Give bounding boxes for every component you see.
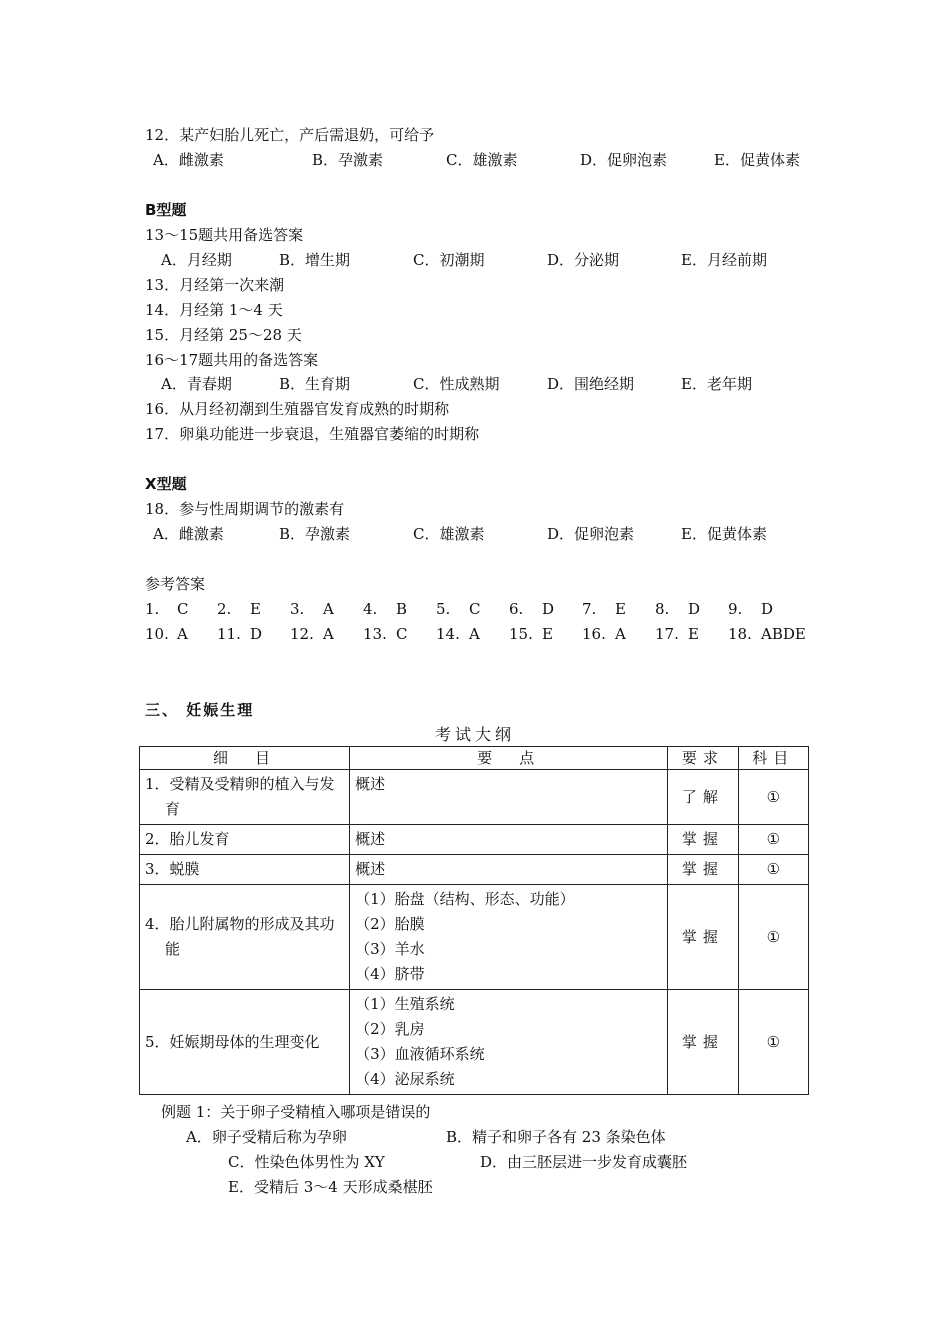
row-item: 2．胎儿发育 [145, 830, 230, 848]
q18-option-a: A．雌激素 [153, 525, 224, 543]
row-subject: ① [738, 990, 808, 1095]
q12-option-b: B．孕激素 [312, 151, 384, 169]
group2-option-e: E．老年期 [681, 375, 752, 393]
row-subject: ① [738, 885, 808, 990]
q18-option-d: D．促卵泡素 [547, 525, 635, 543]
row-item-cell [140, 770, 350, 825]
example-1-stem: 例题 1：关于卵子受精植入哪项是错误的 [161, 1103, 431, 1121]
header-subject: 科目 [738, 747, 808, 770]
question-15: 15．月经第 25～28 天 [145, 326, 302, 344]
group2-intro: 16～17题共用的备选答案 [145, 351, 319, 369]
answer-number: 10. [145, 625, 169, 643]
q12-option-c: C．雄激素 [446, 151, 518, 169]
answer-number: 18. [728, 625, 752, 643]
answer-value: D [542, 600, 555, 618]
answer-number: 12. [290, 625, 314, 643]
row-points-cell [350, 770, 668, 825]
row-points-cell [350, 855, 668, 885]
example-1-option-c: C．性染色体男性为 XY [228, 1153, 385, 1171]
question-14: 14．月经第 1～4 天 [145, 301, 283, 319]
row-item-cell [140, 825, 350, 855]
answer-number: 6. [509, 600, 524, 618]
answer-value: E [615, 600, 626, 618]
group2-option-b: B．生育期 [279, 375, 351, 393]
answer-number: 7. [582, 600, 597, 618]
question-12-stem: 12．某产妇胎儿死亡，产后需退奶，可给予 [145, 126, 435, 144]
answer-value: E [542, 625, 553, 643]
group2-option-d: D．围绝经期 [547, 375, 635, 393]
answer-number: 13. [363, 625, 387, 643]
answer-value: A [323, 625, 334, 643]
answer-value: C [469, 600, 481, 618]
question-13: 13．月经第一次来潮 [145, 276, 285, 294]
answer-value: D [761, 600, 774, 618]
group1-option-d: D．分泌期 [547, 251, 620, 269]
group1-option-a: A．月经期 [161, 251, 232, 269]
answer-number: 14. [436, 625, 460, 643]
answer-value: E [688, 625, 699, 643]
group2-option-a: A．青春期 [161, 375, 232, 393]
table-row [140, 825, 809, 855]
row-points-cell [350, 825, 668, 855]
row-item: 4．胎儿附属物的形成及其功能 [145, 915, 335, 958]
row-point: （4）泌尿系统 [355, 1070, 455, 1088]
row-point: 概述 [355, 775, 386, 793]
row-requirement: 了解 [668, 770, 738, 825]
answer-number: 5. [436, 600, 451, 618]
answer-number: 9. [728, 600, 743, 618]
row-subject: ① [738, 770, 808, 825]
row-points-cell [350, 885, 668, 990]
answer-number: 17. [655, 625, 679, 643]
question-16: 16．从月经初潮到生殖器官发育成熟的时期称 [145, 400, 450, 418]
q18-option-c: C．雄激素 [413, 525, 485, 543]
answer-number: 2. [217, 600, 232, 618]
row-point: （3）血液循环系统 [355, 1045, 485, 1063]
table-caption: 考试大纲 [434, 725, 515, 744]
answer-number: 1. [145, 600, 160, 618]
row-item: 5．妊娠期母体的生理变化 [145, 1032, 320, 1051]
section-3-title: 三、 妊娠生理 [145, 701, 255, 719]
answer-value: C [177, 600, 189, 618]
answer-value: D [250, 625, 263, 643]
exam-outline-table [139, 746, 809, 1095]
row-subject: ① [738, 855, 808, 885]
table-row [140, 990, 809, 1095]
answer-number: 8. [655, 600, 670, 618]
answer-value: A [323, 600, 334, 618]
example-1-option-e: E．受精后 3～4 天形成桑椹胚 [228, 1178, 433, 1196]
q12-option-d: D．促卵泡素 [580, 151, 668, 169]
row-item: 3．蜕膜 [145, 860, 200, 878]
row-requirement: 掌握 [668, 990, 738, 1095]
answer-number: 16. [582, 625, 606, 643]
answer-value: C [396, 625, 408, 643]
table-header-row [140, 747, 809, 770]
row-point: 概述 [355, 830, 386, 848]
answer-value: E [250, 600, 261, 618]
table-row [140, 885, 809, 990]
group2-option-c: C．性成熟期 [413, 375, 500, 393]
header-requirement: 要求 [668, 747, 738, 770]
question-17: 17．卵巢功能进一步衰退，生殖器官萎缩的时期称 [145, 425, 480, 443]
answer-number: 15. [509, 625, 533, 643]
row-point: （3）羊水 [355, 940, 425, 958]
row-item-cell [140, 990, 350, 1095]
answer-number: 11. [217, 625, 241, 643]
row-requirement: 掌握 [668, 885, 738, 990]
table-row [140, 770, 809, 825]
row-item-cell [140, 885, 350, 990]
answers-heading: 参考答案 [145, 575, 206, 593]
q12-option-a: A．雌激素 [153, 151, 224, 169]
group1-option-c: C．初潮期 [413, 251, 485, 269]
header-item: 细 目 [140, 747, 350, 770]
header-points: 要 点 [350, 747, 668, 770]
question-18: 18．参与性周期调节的激素有 [145, 500, 345, 518]
row-points-cell [350, 990, 668, 1095]
row-point: （4）脐带 [355, 965, 425, 983]
row-requirement: 掌握 [668, 855, 738, 885]
group1-option-e: E．月经前期 [681, 251, 767, 269]
row-item-cell [140, 855, 350, 885]
example-1-option-b: B．精子和卵子各有 23 条染色体 [446, 1128, 666, 1146]
row-requirement: 掌握 [668, 825, 738, 855]
x-type-heading: X型题 [145, 475, 187, 493]
row-point: （2）乳房 [355, 1020, 425, 1038]
row-item: 1．受精及受精卵的植入与发育 [145, 775, 335, 818]
row-subject: ① [738, 825, 808, 855]
row-point: 概述 [355, 860, 386, 878]
b-type-heading: B型题 [145, 201, 187, 219]
row-point: （1）生殖系统 [355, 995, 455, 1013]
answer-value: A [615, 625, 626, 643]
q18-option-b: B．孕激素 [279, 525, 351, 543]
answer-value: ABDE [761, 625, 806, 643]
example-1-option-a: A．卵子受精后称为孕卵 [186, 1128, 347, 1146]
row-point: （1）胎盘（结构、形态、功能） [355, 890, 575, 908]
answer-value: A [177, 625, 188, 643]
table-row [140, 855, 809, 885]
q12-option-e: E．促黄体素 [714, 151, 800, 169]
row-point: （2）胎膜 [355, 915, 425, 933]
answer-number: 4. [363, 600, 378, 618]
answer-value: D [688, 600, 701, 618]
answer-number: 3. [290, 600, 305, 618]
answer-value: A [469, 625, 480, 643]
group1-option-b: B．增生期 [279, 251, 351, 269]
answer-value: B [396, 600, 408, 618]
example-1-option-d: D．由三胚层进一步发育成囊胚 [480, 1153, 688, 1171]
group1-intro: 13～15题共用备选答案 [145, 226, 304, 244]
q18-option-e: E．促黄体素 [681, 525, 767, 543]
